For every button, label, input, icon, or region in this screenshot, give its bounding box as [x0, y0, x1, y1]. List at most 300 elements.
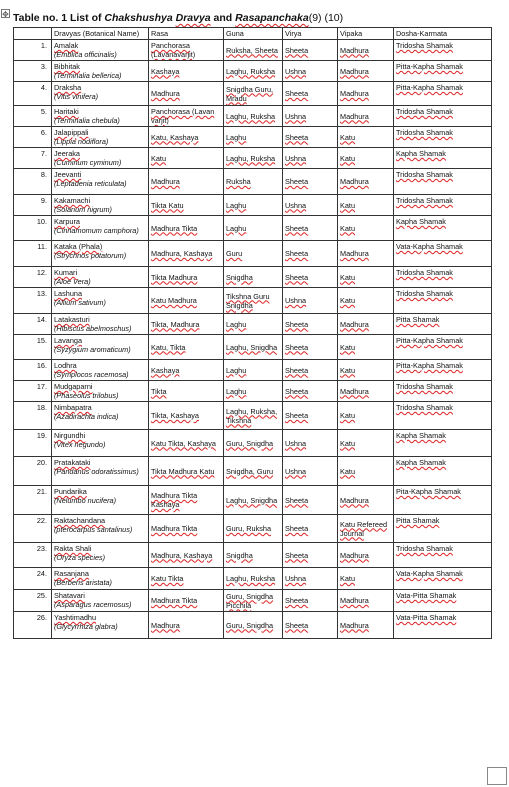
row-vipaka-text: Madhura	[340, 319, 369, 329]
row-dosha-text: Vata-Kapha Shamak	[396, 569, 463, 578]
row-sno	[14, 288, 52, 314]
row-rasa-text: Madhura	[151, 89, 180, 98]
row-guna	[224, 169, 283, 195]
row-virya	[283, 457, 338, 486]
caption-title-part2: Dravya	[175, 12, 211, 24]
row-dosha-text: Pitta-Kapha Shamak	[396, 83, 463, 92]
row-rasa	[149, 590, 224, 612]
row-name	[52, 241, 149, 267]
row-dosha-text: Tridosha Shamak	[396, 403, 453, 412]
row-vipaka-text: Madhura	[340, 495, 369, 505]
row-sno-text: 3.	[40, 62, 47, 71]
row-virya-text: Sheeta	[285, 495, 309, 505]
row-dravya-name: Pundarika	[54, 487, 87, 496]
row-sno	[14, 195, 52, 216]
row-virya	[283, 169, 338, 195]
row-vipaka	[338, 148, 394, 169]
row-guna	[224, 381, 283, 402]
row-guna	[224, 241, 283, 267]
table-row	[14, 106, 492, 127]
row-sno	[14, 381, 52, 402]
row-sno	[14, 335, 52, 360]
row-dosha	[394, 402, 492, 430]
row-dravya-name: Nirgundhi	[54, 431, 86, 440]
table-row	[14, 241, 492, 267]
row-dosha-text: Vata-Pitta Shamak	[396, 613, 457, 622]
row-rasa-text: Madhura	[151, 177, 180, 186]
row-rasa	[149, 402, 224, 430]
row-dosha-text: Tridosha Shamak	[396, 128, 453, 137]
row-vipaka-text: Katu	[340, 132, 356, 142]
row-botanical-name: (Vitex negundo)	[54, 440, 106, 449]
row-sno-text: 5.	[40, 107, 47, 116]
row-virya-text: Sheeta	[285, 132, 309, 142]
row-botanical-name: (Allium sativum)	[54, 298, 106, 307]
row-virya	[283, 195, 338, 216]
row-virya-text: Sheeta	[285, 596, 309, 605]
row-virya	[283, 402, 338, 430]
table-row	[14, 457, 492, 486]
row-guna	[224, 430, 283, 457]
row-rasa	[149, 82, 224, 106]
dravya-table	[13, 27, 492, 639]
row-guna-text: Guru, Snigdha	[226, 438, 274, 448]
row-guna-text: Snigdha	[226, 272, 253, 282]
row-virya-text: Ushna	[285, 574, 307, 583]
row-rasa	[149, 241, 224, 267]
row-virya-text: Sheeta	[285, 89, 309, 98]
row-rasa-text: Katu Tikta, Kashaya	[151, 438, 216, 448]
row-virya-text: Ushna	[285, 466, 307, 476]
row-rasa	[149, 106, 224, 127]
row-sno-text: 26.	[36, 613, 47, 622]
table-row	[14, 82, 492, 106]
row-vipaka-text: Katu	[340, 223, 356, 233]
row-dosha-text: Pitta Shamak	[396, 516, 440, 525]
row-virya	[283, 288, 338, 314]
table-row	[14, 127, 492, 148]
row-rasa	[149, 61, 224, 82]
row-vipaka-text: Katu	[340, 411, 356, 420]
row-vipaka	[338, 402, 394, 430]
row-rasa-text: Katu Tikta	[151, 574, 184, 583]
row-vipaka-text: Katu	[340, 200, 356, 210]
row-rasa-text: Katu, Kashaya	[151, 132, 199, 142]
row-vipaka	[338, 543, 394, 568]
row-guna	[224, 402, 283, 430]
row-sno	[14, 127, 52, 148]
row-botanical-name: (Phaseolus trilobus)	[54, 391, 119, 400]
row-dosha-text: Tridosha Shamak	[396, 544, 453, 553]
row-guna	[224, 82, 283, 106]
row-guna	[224, 543, 283, 568]
row-virya-text: Ushna	[285, 296, 307, 305]
row-name	[52, 169, 149, 195]
row-vipaka	[338, 127, 394, 148]
row-guna	[224, 216, 283, 241]
row-virya-text: Ushna	[285, 200, 307, 210]
row-guna	[224, 127, 283, 148]
row-dravya-name: Bibhitak	[54, 62, 80, 71]
row-rasa	[149, 457, 224, 486]
row-virya	[283, 590, 338, 612]
row-name	[52, 335, 149, 360]
row-vipaka-text: Madhura	[340, 177, 369, 186]
row-dravya-name: Draksha	[54, 83, 82, 92]
row-virya	[283, 515, 338, 543]
row-vipaka-text: Madhura	[340, 386, 369, 396]
row-botanical-name: (Oryza species)	[54, 553, 106, 562]
row-virya-text: Sheeta	[285, 386, 309, 396]
row-vipaka	[338, 40, 394, 61]
table-row	[14, 288, 492, 314]
row-sno-text: 6.	[40, 128, 47, 137]
row-vipaka	[338, 314, 394, 335]
row-sno	[14, 169, 52, 195]
row-guna	[224, 314, 283, 335]
row-dosha-text: Pita-Kapha Shamak	[396, 487, 461, 496]
row-guna	[224, 61, 283, 82]
row-botanical-name: (Terminalia bellerica)	[54, 71, 122, 80]
row-dosha	[394, 267, 492, 288]
row-dosha-text: Tridosha Shamak	[396, 268, 453, 277]
row-vipaka	[338, 486, 394, 515]
row-botanical-name: (Symplocos racemosa)	[54, 370, 129, 379]
row-sno	[14, 82, 52, 106]
row-botanical-name: (Strychnos potatorum)	[54, 251, 127, 260]
row-dosha	[394, 457, 492, 486]
table-row	[14, 590, 492, 612]
row-dosha-text: Tridosha Shamak	[396, 107, 453, 116]
row-dravya-name: Jeeraka	[54, 149, 80, 158]
row-guna	[224, 195, 283, 216]
row-rasa-text: Katu Madhura	[151, 296, 197, 305]
table-row	[14, 486, 492, 515]
row-botanical-name: (Cinnamomum camphora)	[54, 226, 139, 235]
row-dosha	[394, 568, 492, 590]
row-rasa-text: Tikta Madhura	[151, 272, 198, 282]
row-sno	[14, 402, 52, 430]
row-dosha	[394, 40, 492, 61]
row-guna	[224, 288, 283, 314]
row-name	[52, 590, 149, 612]
row-dosha-text: Kapha Shamak	[396, 149, 446, 158]
row-dosha-text: Kapha Shamak	[396, 431, 446, 440]
table-row	[14, 543, 492, 568]
row-rasa	[149, 288, 224, 314]
row-botanical-name: (Terminalia chebula)	[54, 116, 120, 125]
row-virya	[283, 127, 338, 148]
row-guna	[224, 106, 283, 127]
row-guna-text: Laghu	[226, 386, 247, 396]
row-virya	[283, 612, 338, 639]
row-virya	[283, 543, 338, 568]
row-sno-text: 16.	[36, 361, 47, 370]
row-guna-text: Laghu, Ruksha	[226, 153, 276, 163]
row-guna-text: Guru	[226, 249, 243, 258]
row-guna	[224, 148, 283, 169]
row-dosha-text: Kapha Shamak	[396, 217, 446, 226]
row-dosha-text: Tridosha Shamak	[396, 382, 453, 391]
row-rasa	[149, 314, 224, 335]
row-guna-text: Laghu, Snigdha	[226, 342, 278, 352]
row-virya-text: Sheeta	[285, 411, 309, 420]
row-dravya-name: Pratakataki	[54, 458, 91, 467]
row-rasa-text: Madhura	[151, 620, 180, 630]
row-sno-text: 12.	[36, 268, 47, 277]
row-dosha	[394, 241, 492, 267]
row-name	[52, 457, 149, 486]
table-move-handle[interactable]: ✥	[2, 10, 9, 19]
row-rasa	[149, 267, 224, 288]
row-sno	[14, 486, 52, 515]
row-virya	[283, 61, 338, 82]
row-botanical-name: (Leptadenia reticulata)	[54, 179, 127, 188]
row-vipaka	[338, 216, 394, 241]
table-resize-handle[interactable]	[487, 767, 507, 785]
row-guna	[224, 40, 283, 61]
row-virya-text: Sheeta	[285, 620, 309, 630]
row-dravya-name: Nimbapatra	[54, 403, 92, 412]
header-vipaka: Vipaka	[338, 28, 394, 40]
row-sno-text: 25.	[36, 591, 47, 600]
row-guna	[224, 360, 283, 381]
row-dravya-name: Raktachandana	[54, 516, 106, 525]
row-sno-text: 4.	[40, 83, 47, 92]
row-guna	[224, 335, 283, 360]
caption-prefix: Table no. 1 List of	[13, 12, 105, 24]
row-vipaka-text: Katu Refereed Journal	[340, 519, 388, 538]
row-botanical-name: (Cuminum cyminum)	[54, 158, 122, 167]
row-dosha	[394, 430, 492, 457]
table-row	[14, 267, 492, 288]
row-sno-text: 14.	[36, 315, 47, 324]
row-dravya-name: Lashuna	[54, 289, 82, 298]
row-dosha	[394, 314, 492, 335]
row-name	[52, 486, 149, 515]
caption-connector: and	[210, 12, 236, 24]
table-row	[14, 381, 492, 402]
row-name	[52, 216, 149, 241]
row-vipaka-text: Madhura	[340, 45, 369, 55]
row-rasa-text: Panchorasa (Lavan varjit)	[151, 107, 215, 125]
row-virya-text: Sheeta	[285, 249, 309, 258]
row-rasa	[149, 430, 224, 457]
row-rasa	[149, 216, 224, 241]
row-sno-text: 17.	[36, 382, 47, 391]
row-dosha-text: Tridosha Shamak	[396, 289, 453, 298]
row-rasa	[149, 169, 224, 195]
row-virya-text: Sheeta	[285, 524, 309, 533]
table-row	[14, 430, 492, 457]
row-name	[52, 381, 149, 402]
row-dravya-name: Kumari	[54, 268, 78, 277]
row-sno-text: 18.	[36, 403, 47, 412]
row-sno-text: 1.	[40, 41, 47, 50]
row-botanical-name: (Syzygium aromaticum)	[54, 345, 131, 354]
row-sno	[14, 148, 52, 169]
table-row	[14, 515, 492, 543]
row-dosha	[394, 82, 492, 106]
row-botanical-name: (Lippia nodiflora)	[54, 137, 109, 146]
row-name	[52, 267, 149, 288]
row-virya-text: Ushna	[285, 66, 307, 76]
row-guna	[224, 515, 283, 543]
row-botanical-name: (Azadirachta indica)	[54, 412, 119, 421]
row-name	[52, 543, 149, 568]
row-sno-text: 15.	[36, 336, 47, 345]
row-botanical-name: (Hibiscus abelmoschus)	[54, 324, 132, 333]
row-virya	[283, 40, 338, 61]
table-row	[14, 216, 492, 241]
row-rasa	[149, 381, 224, 402]
row-sno	[14, 241, 52, 267]
row-name	[52, 106, 149, 127]
row-vipaka-text: Katu	[340, 574, 356, 583]
row-dosha	[394, 169, 492, 195]
row-virya	[283, 106, 338, 127]
row-vipaka	[338, 106, 394, 127]
row-dravya-name: Haritaki	[54, 107, 79, 116]
row-sno	[14, 612, 52, 639]
row-dosha	[394, 360, 492, 381]
row-guna	[224, 590, 283, 612]
row-sno	[14, 543, 52, 568]
row-sno-text: 19.	[36, 431, 47, 440]
table-row	[14, 61, 492, 82]
row-vipaka-text: Katu	[340, 296, 356, 305]
table-row	[14, 40, 492, 61]
row-name	[52, 430, 149, 457]
row-dravya-name: Rasanjana	[54, 569, 89, 578]
row-guna-text: Laghu, Ruksha	[226, 111, 276, 121]
row-vipaka	[338, 457, 394, 486]
row-vipaka	[338, 612, 394, 639]
row-dosha-text: Pitta-Kapha Shamak	[396, 361, 463, 370]
row-rasa-text: Madhura, Kashaya	[151, 550, 213, 560]
row-name	[52, 195, 149, 216]
row-rasa	[149, 127, 224, 148]
row-rasa-text: Madhura Tikta	[151, 596, 198, 605]
row-dravya-name: Amalak	[54, 41, 79, 50]
header-guna: Guna	[224, 28, 283, 40]
row-dosha	[394, 543, 492, 568]
row-botanical-name: (Emblica officinalis)	[54, 50, 117, 59]
row-botanical-name: (pterocarpus santalinus)	[54, 525, 133, 534]
row-dosha	[394, 515, 492, 543]
header-sno	[14, 28, 52, 40]
row-sno-text: 24.	[36, 569, 47, 578]
caption-title-part1: Chakshushya	[104, 12, 173, 24]
row-sno-text: 21.	[36, 487, 47, 496]
row-dosha-text: Pitta-Kapha Shamak	[396, 62, 463, 71]
row-virya	[283, 241, 338, 267]
row-guna-text: Guru, Snigdha Picchila	[226, 591, 274, 610]
row-vipaka-text: Madhura	[340, 249, 369, 258]
row-rasa-text: Panchorasa (Lavanavarjit)	[151, 41, 196, 59]
row-name	[52, 360, 149, 381]
row-rasa-text: Madhura Tikta	[151, 223, 198, 233]
row-dosha-text: Tridosha Shamak	[396, 41, 453, 50]
row-guna-text: Guru, Ruksha	[226, 524, 272, 533]
row-name	[52, 314, 149, 335]
row-sno-text: 8.	[40, 170, 47, 179]
row-sno	[14, 61, 52, 82]
row-dosha	[394, 590, 492, 612]
row-dravya-name: Yashtimadhu	[54, 613, 97, 622]
row-botanical-name: (Berberis aristata)	[54, 578, 112, 587]
row-dravya-name: Karpura	[54, 217, 80, 226]
row-sno	[14, 568, 52, 590]
row-rasa	[149, 148, 224, 169]
row-guna	[224, 486, 283, 515]
row-vipaka-text: Katu	[340, 466, 356, 476]
row-rasa-text: Madhura, Kashaya	[151, 249, 213, 258]
table-row	[14, 335, 492, 360]
row-vipaka-text: Madhura	[340, 89, 369, 98]
row-rasa	[149, 515, 224, 543]
row-dravya-name: Lodhra	[54, 361, 77, 370]
row-guna-text: Guru, Snigdha	[226, 620, 274, 630]
row-sno	[14, 267, 52, 288]
row-sno-text: 11.	[37, 242, 47, 251]
row-rasa	[149, 486, 224, 515]
header-dosha: Dosha-Karmata	[394, 28, 492, 40]
row-rasa	[149, 568, 224, 590]
row-dosha	[394, 335, 492, 360]
row-dosha	[394, 381, 492, 402]
row-name	[52, 402, 149, 430]
row-dravya-name: Jeevanti	[54, 170, 82, 179]
row-sno	[14, 360, 52, 381]
row-virya	[283, 430, 338, 457]
row-name	[52, 515, 149, 543]
row-virya	[283, 568, 338, 590]
row-rasa-text: Tikta, Kashaya	[151, 411, 199, 420]
row-sno-text: 13.	[36, 289, 47, 298]
row-guna	[224, 568, 283, 590]
row-vipaka	[338, 568, 394, 590]
row-vipaka	[338, 267, 394, 288]
row-botanical-name: (Aloe Vera)	[54, 277, 91, 286]
row-rasa-text: Kashaya	[151, 365, 180, 375]
row-vipaka	[338, 169, 394, 195]
row-botanical-name: (Pandanus odoratissimus)	[54, 467, 139, 476]
row-dravya-name: Lavanga	[54, 336, 82, 345]
row-virya-text: Sheeta	[285, 45, 309, 55]
row-virya-text: Ushna	[285, 111, 307, 121]
row-name	[52, 40, 149, 61]
row-dosha	[394, 216, 492, 241]
row-guna-text: Laghu	[226, 319, 247, 329]
row-dosha	[394, 486, 492, 515]
row-botanical-name: (Asparagus racemosus)	[54, 600, 132, 609]
row-virya	[283, 267, 338, 288]
row-virya	[283, 148, 338, 169]
row-virya	[283, 314, 338, 335]
row-name	[52, 127, 149, 148]
row-rasa-text: Katu, Tikta	[151, 342, 186, 352]
caption-title-part3: Rasapanchaka	[235, 12, 309, 24]
caption-refs: (9) (10)	[308, 12, 344, 24]
row-guna-text: Laghu	[226, 223, 247, 233]
row-vipaka	[338, 590, 394, 612]
row-guna-text: Snigdha, Guru	[226, 466, 274, 476]
row-virya-text: Sheeta	[285, 272, 309, 282]
row-botanical-name: (Solanum nigrum)	[54, 205, 112, 214]
row-rasa	[149, 335, 224, 360]
row-name	[52, 288, 149, 314]
